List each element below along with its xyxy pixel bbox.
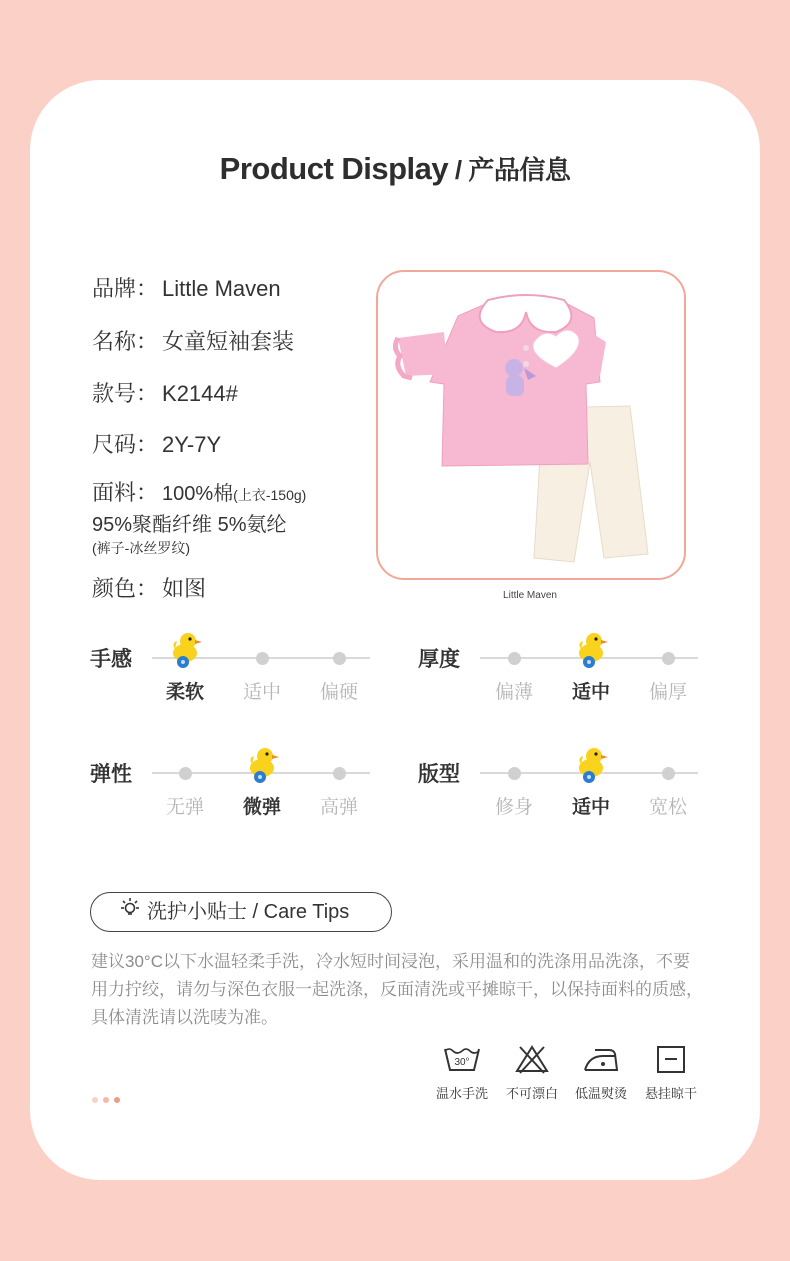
care-tips-pill [90, 892, 392, 932]
scale-dot [508, 652, 521, 665]
pagination-dots [92, 1090, 125, 1108]
no-bleach-icon [514, 1044, 550, 1074]
info-name [92, 328, 294, 356]
scale-dot [179, 767, 192, 780]
title-en: Product Display [219, 151, 449, 186]
name-label: 名称： [92, 329, 159, 354]
scale-option: 适中 [571, 797, 610, 818]
care-label-dry: 悬挂晾干 [644, 1086, 697, 1101]
title-separator: / [448, 155, 469, 185]
care-description: 建议30°C以下水温轻柔手洗，冷水短时间浸泡，采用温和的洗涤用品洗涤，不要用力拧绞，请勿与深色衣服一起洗涤，反面清洗或平摊晾干，以保持面料的质感，具体清洗请以洗唛为准。 [91, 952, 703, 1027]
dot-1 [92, 1097, 98, 1103]
scale-option: 修身 [494, 797, 533, 818]
info-style [92, 380, 238, 408]
info-color [92, 575, 206, 603]
duck-marker-icon [169, 631, 203, 674]
scale-option: 偏硬 [319, 682, 358, 703]
scale-dot [333, 767, 346, 780]
scale-option: 偏薄 [494, 682, 533, 703]
fabric-line2: 95%聚酯纤维 5%氨纶 [92, 514, 287, 536]
scale-dot [333, 652, 346, 665]
style-value: K2144# [162, 381, 238, 406]
care-label-iron: 低温熨烫 [574, 1086, 627, 1101]
care-tips-label: 洗护小贴士 / Care Tips [147, 901, 350, 923]
size-label: 尺码： [92, 432, 159, 457]
page-title [0, 150, 790, 187]
dot-3 [114, 1097, 120, 1103]
scale-option: 高弹 [319, 797, 358, 818]
hang-dry-icon [654, 1044, 688, 1074]
wash-30-icon [442, 1044, 482, 1074]
care-icon-bleach [497, 1044, 567, 1102]
fabric-note: (上衣-150g) [233, 487, 307, 503]
name-value: 女童短袖套装 [162, 329, 295, 354]
attribute-label: 手感 [90, 648, 132, 671]
scale-option: 宽松 [648, 797, 687, 818]
care-icon-iron [566, 1044, 636, 1102]
duck-marker-icon [575, 746, 609, 789]
scale-dot [662, 652, 675, 665]
product-caption: Little Maven [503, 590, 557, 601]
attribute-label: 弹性 [90, 763, 132, 786]
care-icon-wash [427, 1044, 497, 1102]
info-brand [92, 275, 281, 303]
brand-value: Little Maven [162, 276, 281, 301]
fabric-note2: (裤子-冰丝罗纹) [92, 540, 190, 556]
info-fabric [92, 479, 306, 557]
duck-marker-icon [246, 746, 280, 789]
lightbulb-icon [119, 894, 141, 932]
attribute-label: 版型 [418, 763, 460, 786]
care-label-bleach: 不可漂白 [505, 1086, 558, 1101]
wash-badge: 30° [454, 1057, 470, 1068]
attribute-label: 厚度 [418, 648, 460, 671]
care-icon-dry [636, 1044, 706, 1102]
color-label: 颜色： [92, 576, 159, 601]
size-value: 2Y-7Y [162, 432, 222, 457]
color-value: 如图 [162, 576, 207, 601]
low-iron-icon [581, 1044, 621, 1074]
scale-option: 适中 [242, 682, 281, 703]
info-size [92, 431, 221, 459]
scale-dot [256, 652, 269, 665]
scale-option: 偏厚 [648, 682, 687, 703]
product-photo [376, 270, 686, 580]
title-cn: 产品信息 [468, 155, 571, 185]
fabric-label: 面料： [92, 480, 159, 505]
scale-option: 适中 [571, 682, 610, 703]
scale-option: 无弹 [165, 797, 204, 818]
scale-option: 微弹 [242, 797, 281, 818]
care-label-wash: 温水手洗 [435, 1086, 488, 1101]
outfit-illustration [378, 272, 684, 578]
brand-label: 品牌： [92, 276, 159, 301]
scale-dot [508, 767, 521, 780]
dot-2 [103, 1097, 109, 1103]
style-label: 款号： [92, 381, 159, 406]
scale-option: 柔软 [165, 682, 204, 703]
scale-dot [662, 767, 675, 780]
fabric-value: 100%棉 [162, 483, 234, 505]
duck-marker-icon [575, 631, 609, 674]
